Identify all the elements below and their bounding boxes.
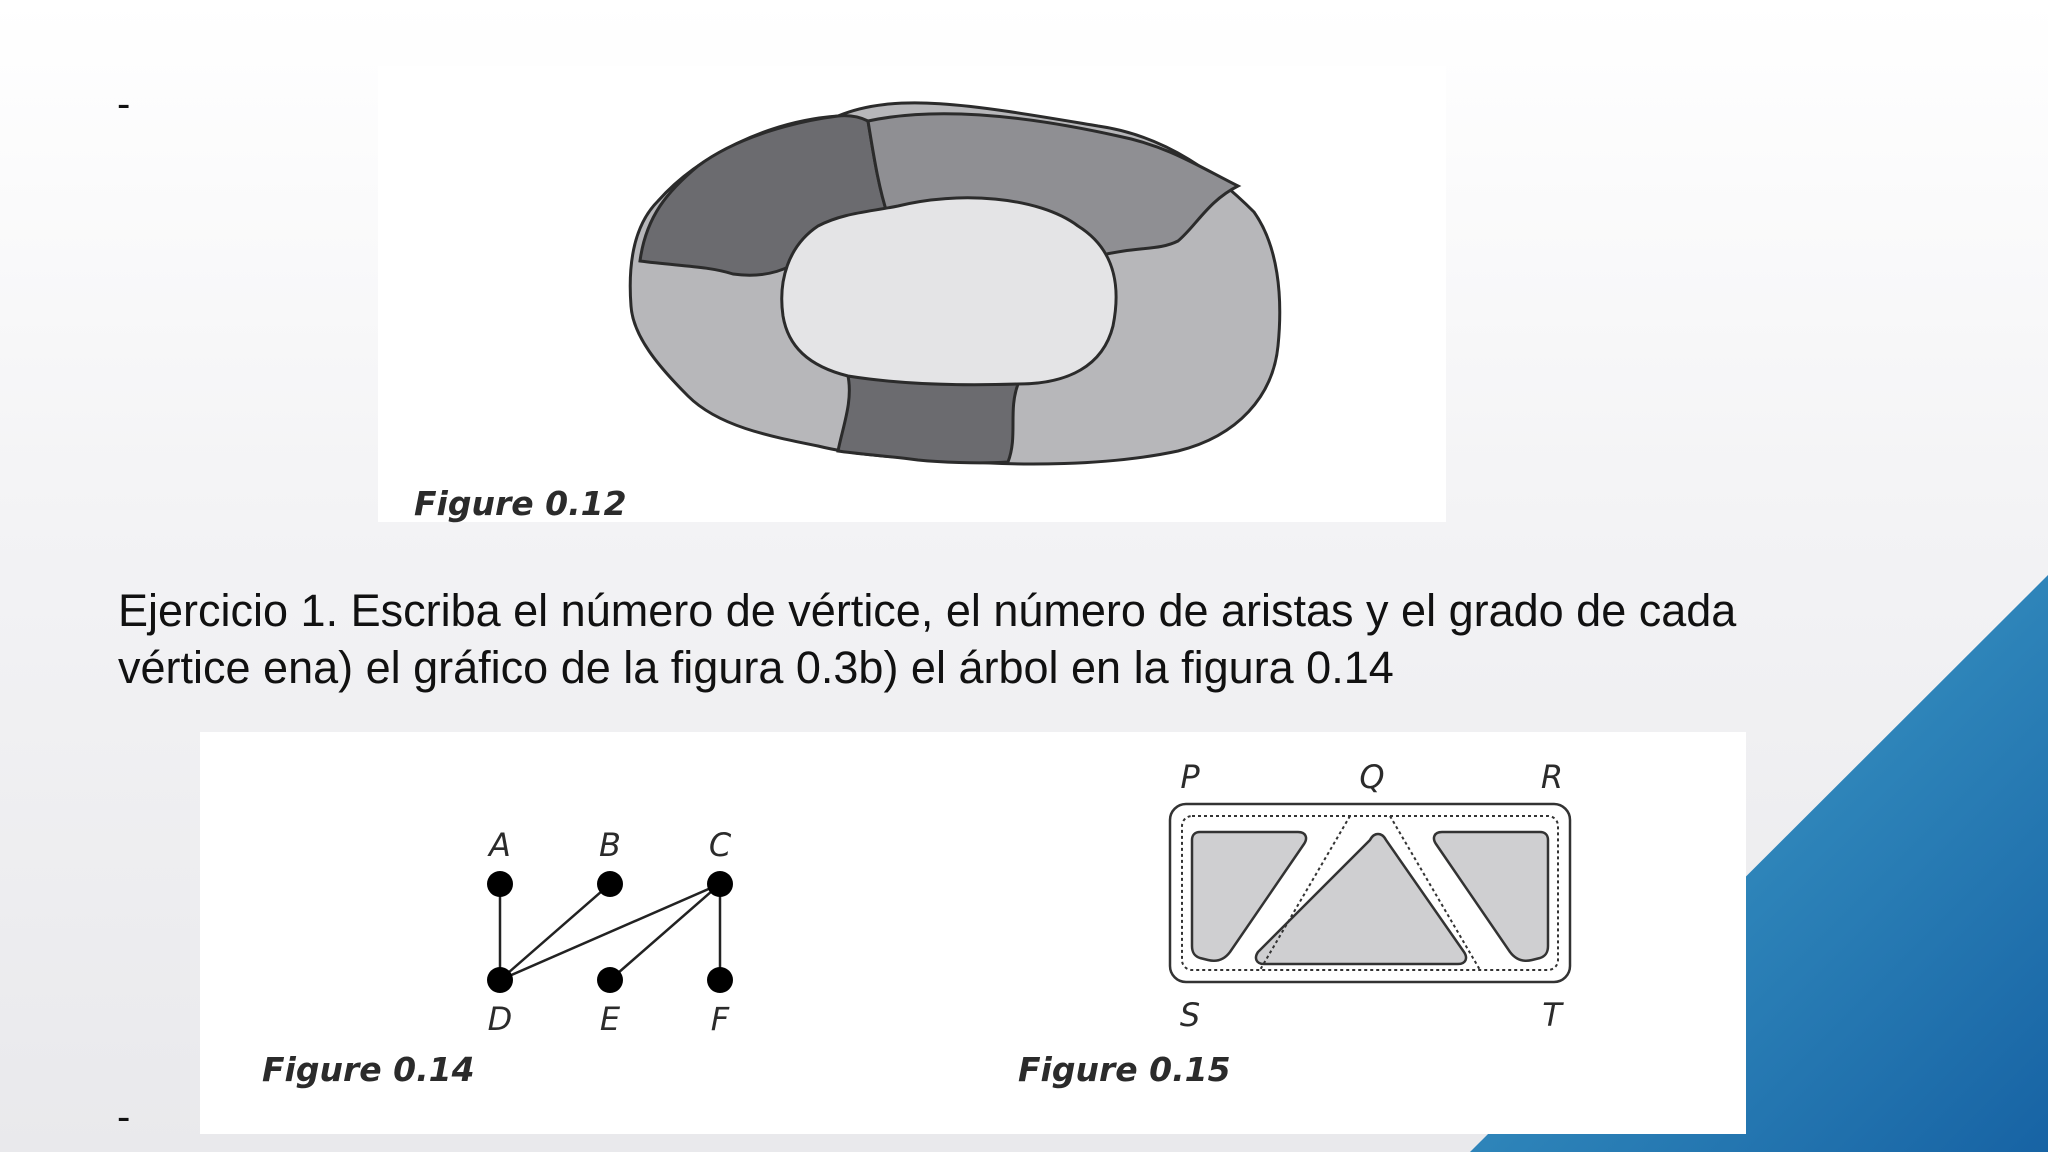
edge-b-d [500, 884, 610, 980]
track-label-t: T [1542, 996, 1562, 1034]
map-region-bottom [838, 376, 1018, 463]
track-diagram [1170, 758, 1570, 1034]
track-label-r: R [1540, 758, 1564, 796]
figure-0-15-caption: Figure 0.15 [1018, 1050, 1231, 1089]
track-label-p: P [1180, 758, 1200, 796]
exercise-text [118, 582, 1878, 696]
map-illustration [378, 66, 1446, 522]
map-region-center [782, 198, 1116, 385]
vertex-label-d: D [487, 1000, 513, 1038]
vertex-label-f: F [710, 1000, 730, 1038]
vertex-f [707, 967, 733, 993]
vertex-label-e: E [599, 1000, 621, 1038]
figure-0-12-caption: Figure 0.12 [414, 484, 627, 523]
vertex-d [487, 967, 513, 993]
exercise-line-1: Ejercicio 1. Escriba el número de vértice, el número de aristas y el grado de cada [118, 585, 1737, 636]
exercise-line-2: vértice ena) el gráfico de la figura 0.3b) el árbol en la figura 0.14 [118, 642, 1394, 693]
track-label-s: S [1179, 996, 1201, 1034]
vertex-b [597, 871, 623, 897]
vertex-label-c: C [708, 826, 732, 864]
figure-0-14-caption: Figure 0.14 [262, 1050, 475, 1089]
bullet-dash-top: - [117, 82, 131, 126]
figure-0-12-panel [378, 66, 1446, 522]
bullet-dash-bottom: - [117, 1095, 131, 1139]
track-label-q: Q [1359, 758, 1385, 796]
edge-c-d [500, 884, 720, 980]
edge-c-e [610, 884, 720, 980]
vertex-label-a: A [489, 826, 511, 864]
vertex-a [487, 871, 513, 897]
vertex-c [707, 871, 733, 897]
vertex-e [597, 967, 623, 993]
tree-graph [487, 826, 733, 1038]
figures-0-14-0-15-panel [200, 732, 1746, 1134]
vertex-label-b: B [599, 826, 621, 864]
